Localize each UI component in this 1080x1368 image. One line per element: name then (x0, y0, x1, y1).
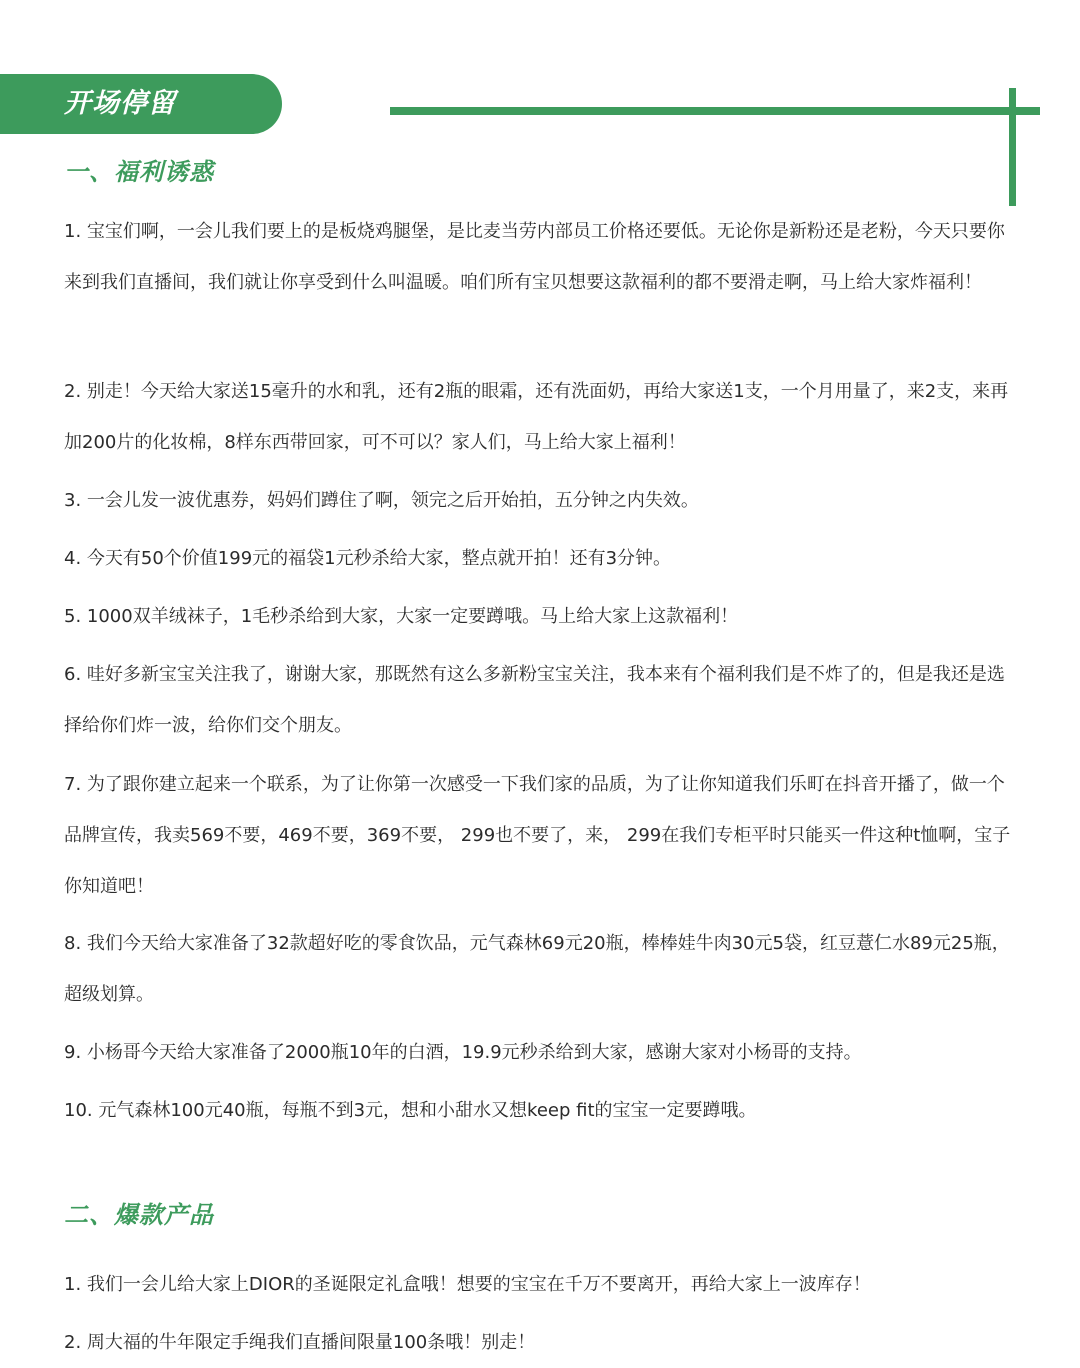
hot-product-item-2: 2. 周大福的牛年限定手绳我们直播间限量100条哦！别走！ (64, 1332, 536, 1353)
welfare-item-6: 6. 哇好多新宝宝关注我了，谢谢大家，那既然有这么多新粉宝宝关注，我本来有个福利我们是不炸了的，但是我还是选择给你们炸一波，给你们交个朋友。 (64, 664, 1005, 736)
welfare-item-5: 5. 1000双羊绒袜子，1毛秒杀给到大家，大家一定要蹲哦。马上给大家上这款福利！ (64, 606, 739, 627)
welfare-item-9: 9. 小杨哥今天给大家准备了2000瓶10年的白酒，19.9元秒杀给到大家，感谢大家对小杨哥的支持。 (64, 1042, 862, 1063)
welfare-item-3: 3. 一会儿发一波优惠券，妈妈们蹲住了啊，领完之后开始拍，五分钟之内失效。 (64, 490, 699, 511)
section-title-welfare: 一、福利诱惑 (64, 158, 214, 186)
welfare-item-7: 7. 为了跟你建立起来一个联系，为了让你第一次感受一下我们家的品质，为了让你知道我们乐町在抖音开播了，做一个品牌宣传，我卖569不要，469不要，369不要， 299也不要了，来， 299在我们专柜平时只能买一件这种t恤啊，宝子你知道吧！ (64, 774, 1011, 897)
decorative-horizontal-line (390, 107, 1040, 115)
welfare-item-2: 2. 别走！今天给大家送15毫升的水和乳，还有2瓶的眼霜，还有洗面奶，再给大家送1支，一个月用量了，来2支，来再加200片的化妆棉，8样东西带回家，可不可以？家人们，马上给大家上福利！ (64, 381, 1009, 453)
welfare-item-10: 10. 元气森林100元40瓶，每瓶不到3元，想和小甜水又想keep fit的宝宝一定要蹲哦。 (64, 1100, 757, 1121)
welfare-item-1: 1. 宝宝们啊，一会儿我们要上的是板烧鸡腿堡，是比麦当劳内部员工价格还要低。无论你是新粉还是老粉，今天只要你来到我们直播间，我们就让你享受到什么叫温暖。咱们所有宝贝想要这款福利的都不要滑走啊，马上给大家炸福利！ (64, 221, 1005, 293)
decorative-vertical-line (1009, 88, 1016, 206)
welfare-item-4: 4. 今天有50个价值199元的福袋1元秒杀给大家，整点就开拍！还有3分钟。 (64, 548, 672, 569)
hot-product-item-1: 1. 我们一会儿给大家上DIOR的圣诞限定礼盒哦！想要的宝宝在千万不要离开，再给大家上一波库存！ (64, 1274, 871, 1295)
page-title: 开场停留 (64, 88, 176, 119)
section-title-hot-products: 二、爆款产品 (64, 1201, 214, 1229)
welfare-item-8: 8. 我们今天给大家准备了32款超好吃的零食饮品，元气森林69元20瓶，棒棒娃牛肉30元5袋，红豆薏仁水89元25瓶，超级划算。 (64, 933, 1010, 1005)
header-banner (0, 74, 282, 134)
